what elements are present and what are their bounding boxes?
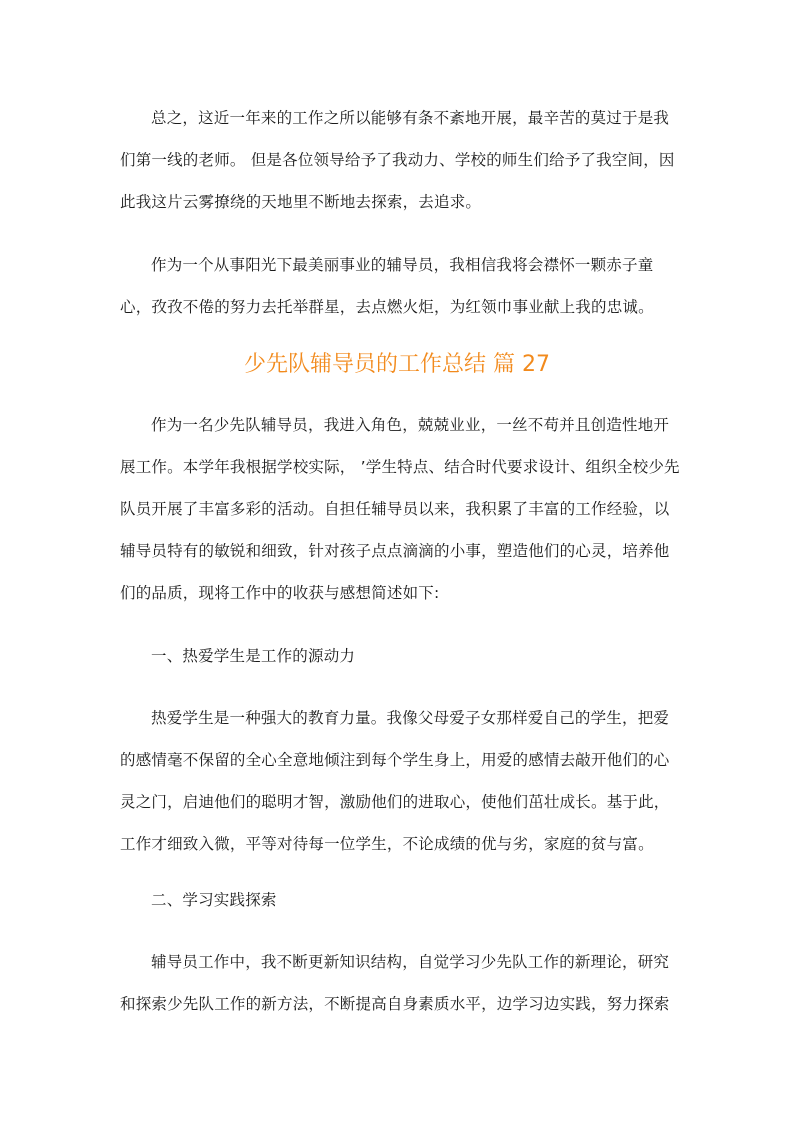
paragraph-intro: 作为一名少先队辅导员，我进入角色，兢兢业业，一丝不苟并且创造性地开展工作。本学年我根据学校实际， ’学生特点、结合时代要求设计、组织全校少先队员开展了丰富多彩的活动。自担任辅导员以来，我积累了丰富的工作经验，以辅导员特有的敏锐和细致，针对孩子点点滴滴的小事，塑造他们的心灵，培养他们的品质，现将工作中的收获与感想简述如下: — [120, 416, 680, 602]
paragraph-love-students: 热爱学生是一种强大的教育力量。我像父母爱子女那样爱自己的学生，把爱的感情毫不保留的全心全意地倾注到每个学生身上，用爱的感情去敲开他们的心灵之门，启迪他们的聪明才智，激励他们的进取心，使他们茁壮成长。基于此，工作才细致入微，平等对待每一位学生，不论成绩的优与劣，家庭的贫与富。 — [120, 709, 670, 853]
subheading-learning-practice: 二、学习实践探索 — [151, 891, 277, 909]
subheading-love-students: 一、热爱学生是工作的源动力 — [151, 647, 356, 665]
paragraph-commitment: 作为一个从事阳光下最美丽事业的辅导员，我相信我将会襟怀一颗赤子童心，孜孜不倦的努力去托举群星，去点燃火炬，为红领巾事业献上我的忠诚。 — [120, 256, 654, 316]
paragraph-learning-practice: 辅导员工作中，我不断更新知识结构，自觉学习少先队工作的新理论，研究和探索少先队工作的新方法，不断提高自身素质水平，边学习边实践，努力探索 — [120, 953, 670, 1013]
paragraph-summary: 总之，这近一年来的工作之所以能够有条不紊地开展，最辛苦的莫过于是我们第一线的老师。 但是各位领导给予了我动力、学校的师生们给予了我空间，因此我这片云雾撩绕的天地里不断地去探索，去追求。 — [120, 109, 675, 211]
section-heading: 少先队辅导员的工作总结 篇 27 — [244, 352, 550, 377]
